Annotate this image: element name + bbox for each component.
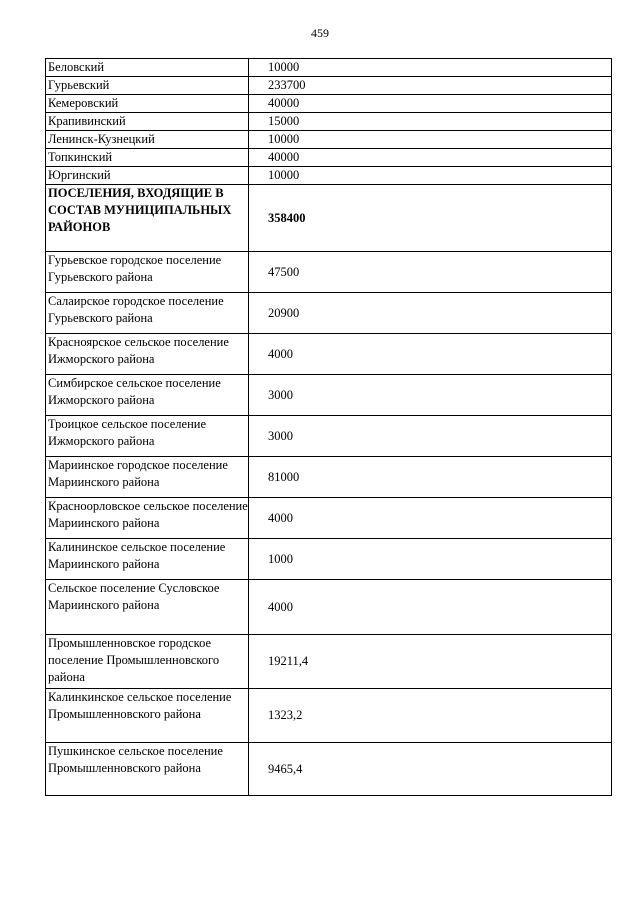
table-row xyxy=(46,95,612,113)
amount-value: 81000 xyxy=(249,457,612,498)
amount-value: 4000 xyxy=(249,498,612,539)
table-row xyxy=(46,498,612,539)
municipality-name: Промышленновское городское поселение Промышленновского района xyxy=(46,635,249,689)
amount-value: 4000 xyxy=(249,580,612,635)
amount-value: 9465,4 xyxy=(249,743,612,796)
table-row xyxy=(46,457,612,498)
municipality-name: Калинкинское сельское поселение Промышленновского района xyxy=(46,689,249,743)
table-row xyxy=(46,416,612,457)
municipality-name: Калининское сельское поселение Мариинского района xyxy=(46,539,249,580)
municipality-name: Беловский xyxy=(46,59,249,77)
municipality-name: Кемеровский xyxy=(46,95,249,113)
municipality-name: Гурьевский xyxy=(46,77,249,95)
amount-value: 47500 xyxy=(249,252,612,293)
amount-value: 20900 xyxy=(249,293,612,334)
municipality-name: Сельское поселение Сусловское Мариинского района xyxy=(46,580,249,635)
table-row xyxy=(46,113,612,131)
municipality-name: Троицкое сельское поселение Ижморского района xyxy=(46,416,249,457)
municipality-name: Пушкинское сельское поселение Промышленновского района xyxy=(46,743,249,796)
amount-value: 1000 xyxy=(249,539,612,580)
table-row xyxy=(46,539,612,580)
amount-value: 10000 xyxy=(249,167,612,185)
table-row xyxy=(46,131,612,149)
municipality-name: Гурьевское городское поселение Гурьевского района xyxy=(46,252,249,293)
amount-value: 40000 xyxy=(249,149,612,167)
table-row xyxy=(46,743,612,796)
amount-value: 1323,2 xyxy=(249,689,612,743)
table-row xyxy=(46,59,612,77)
municipality-name: Красноорловское сельское поселение Мариинского района xyxy=(46,498,249,539)
municipality-name: Мариинское городское поселение Мариинского района xyxy=(46,457,249,498)
section-total: 358400 xyxy=(249,185,612,252)
table-row xyxy=(46,334,612,375)
municipality-name: Ленинск-Кузнецкий xyxy=(46,131,249,149)
municipality-name: Крапивинский xyxy=(46,113,249,131)
amount-value: 19211,4 xyxy=(249,635,612,689)
section-title: ПОСЕЛЕНИЯ, ВХОДЯЩИЕ В СОСТАВ МУНИЦИПАЛЬНЫХ РАЙОНОВ xyxy=(46,185,249,252)
table-row xyxy=(46,149,612,167)
municipality-name: Салаирское городское поселение Гурьевского района xyxy=(46,293,249,334)
amount-value: 10000 xyxy=(249,131,612,149)
table-row xyxy=(46,689,612,743)
amount-value: 40000 xyxy=(249,95,612,113)
amount-value: 4000 xyxy=(249,334,612,375)
municipality-name: Красноярское сельское поселение Ижморского района xyxy=(46,334,249,375)
table-row xyxy=(46,635,612,689)
table-row xyxy=(46,167,612,185)
table-row xyxy=(46,77,612,95)
municipality-name: Симбирское сельское поселение Ижморского района xyxy=(46,375,249,416)
amount-value: 3000 xyxy=(249,375,612,416)
amount-value: 3000 xyxy=(249,416,612,457)
amount-value: 233700 xyxy=(249,77,612,95)
table-row xyxy=(46,580,612,635)
budget-table xyxy=(45,58,612,796)
section-header-row xyxy=(46,185,612,252)
page-number: 459 xyxy=(311,26,329,40)
amount-value: 15000 xyxy=(249,113,612,131)
table-row xyxy=(46,293,612,334)
municipality-name: Юргинский xyxy=(46,167,249,185)
table-row xyxy=(46,252,612,293)
table-row xyxy=(46,375,612,416)
municipality-name: Топкинский xyxy=(46,149,249,167)
amount-value: 10000 xyxy=(249,59,612,77)
